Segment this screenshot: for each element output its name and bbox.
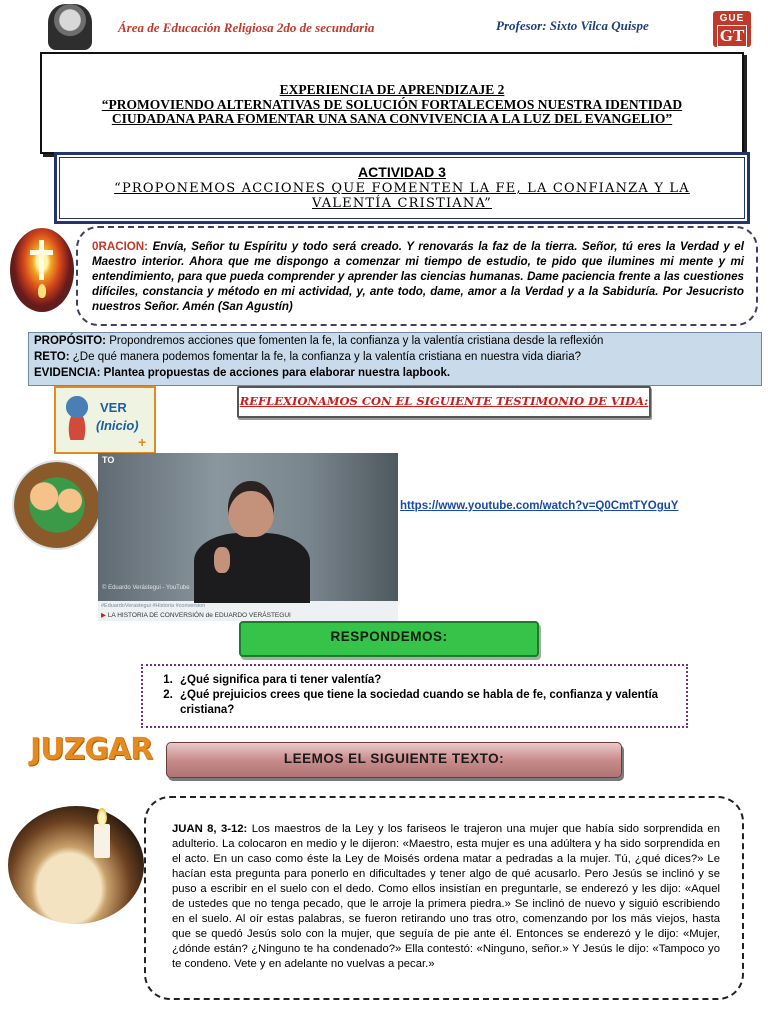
evidence-text: Plantea propuestas de acciones para elaborar nuestra lapbook. (103, 367, 451, 379)
video-caption (101, 611, 291, 619)
challenge-text: ¿De qué manera podemos fomentar la fe, la confianza y la valentía cristiana en nuestra vida diaria? (72, 351, 581, 363)
respondemos-label: RESPONDEMOS: (330, 629, 448, 644)
reading-box (144, 796, 744, 1000)
activity-name: “PROPONEMOS ACCIONES QUE FOMENTEN LA FE, LA CONFIANZA Y LA VALENTÍA CRISTIANA” (114, 181, 690, 211)
video-caption-text: LA HISTORIA DE CONVERSIÓN de EDUARDO VERÁSTEGUI (107, 612, 291, 619)
child-illustration (62, 396, 92, 440)
reading-reference: JUAN 8, 3-12: (172, 823, 248, 835)
flag-icon: ▶ (101, 612, 106, 619)
video-copyright: © Eduardo Verástegui - YouTube (102, 585, 190, 591)
plus-icon: + (138, 434, 147, 450)
experience-label: EXPERIENCIA DE APRENDIZAJE 2 (279, 82, 505, 97)
course-area: Área de Educación Religiosa 2do de secundaria (118, 20, 375, 35)
reflexion-heading: REFLEXIONAMOS CON EL SIGUIENTE TESTIMONIO DE VIDA: (239, 394, 649, 408)
cross-bar-shape (30, 250, 53, 255)
founder-portrait (48, 4, 92, 50)
reading-body: Los maestros de la Ley y los fariseos le trajeron una mujer que había sido sorprendida en adulterio. La colocaron en medio y le dijeron: «Maestro, esta mujer es una adúltera y ha sido sorprendida en el acto. En un caso como éste la Ley de Moisés ordena matar a pedradas a la mujer. Tú, ¿qué dices?» Le hacían esta pregunta para ponerlo en dificultades y tener algo de qué acusarlo. Pero Jesús se inclinó y se puso a escribir en el suelo con el dedo. Como ellos insistían en preguntarle, se enderezó y les dijo: «Aquel de ustedes que no tenga pecado, que le arroje la primera piedra.» Se inclinó de nuevo y siguió escribiendo en el suelo. Al oír estas palabras, se fueron retirando uno tras otro, comenzando por los más viejos, hasta que se quedó Jesús solo con la mujer, que seguía de pie ante él. Entonces se enderezó y le dijo: «Mujer, ¿dónde están? ¿Ninguno te ha condenado?» Ella contestó: «Ninguno, señor.» Y Jesús le dijo: «Tampoco yo te condeno. Vete y en adelante no vuelvas a pecar.» (172, 823, 720, 970)
school-logo (713, 11, 751, 47)
ver-label: VER (100, 400, 127, 415)
prayer-text (92, 239, 744, 314)
questions-box (141, 664, 688, 728)
teacher-name: Profesor: Sixto Vilca Quispe (496, 18, 649, 33)
purpose-label: PROPÓSITO: (34, 335, 106, 347)
activity-label: ACTIVIDAD 3 (358, 164, 446, 180)
bible-candle-image (8, 806, 144, 924)
leemos-banner (166, 742, 622, 778)
cross-candle-image (10, 228, 74, 312)
logo-top-text: GUE (719, 13, 745, 24)
evidence-label: EVIDENCIA: (34, 367, 101, 379)
speaker-hand (214, 547, 230, 573)
question-item: 2. ¿Qué prejuicios crees que tiene la sociedad cuando se habla de fe, confianza y valentía cristiana? (176, 688, 676, 718)
flame-shape (38, 284, 46, 298)
reflexion-heading-box (237, 386, 651, 418)
questions-list (143, 673, 676, 718)
purpose-row (29, 333, 761, 349)
experience-title: “PROMOVIENDO ALTERNATIVAS DE SOLUCIÓN FORTALECEMOS NUESTRA IDENTIDAD CIUDADANA PARA FOMENTAR UNA SANA CONVIVENCIA A LA LUZ DEL EVANGELIO” (101, 97, 683, 126)
children-illustration (12, 460, 102, 550)
challenge-row (29, 349, 761, 365)
candle-flame-shape (97, 808, 107, 826)
ver-inicio-badge (54, 386, 156, 454)
youtube-link[interactable]: https://www.youtube.com/watch?v=Q0CmtTYOguY (400, 500, 679, 512)
experience-title-box (40, 52, 744, 154)
purpose-panel (28, 332, 762, 386)
prayer-body: Envía, Señor tu Espíritu y todo será creado. Y renovarás la faz de la tierra. Señor, tú eres la Verdad y el Maestro interior. Ahora que me dispongo a comenzar mi tiempo de estudio, te pido que ilumines mi mente y mi entendimiento, para que pueda comprender y aprender las ciencias humanas. Dame paciencia frente a las cuestiones difíciles, constancia y método en mi actividad, y, ante todo, dame, amor a la Verdad y a la Sabiduría. Por Jesucristo nuestros Señor. Amén (San Agustín) (92, 240, 744, 313)
activity-box (54, 152, 750, 224)
challenge-label: RETO: (34, 351, 70, 363)
speaker-body (194, 533, 310, 603)
channel-badge: TO (102, 455, 115, 465)
leemos-label: LEEMOS EL SIGUIENTE TEXTO: (283, 751, 505, 766)
respondemos-banner (239, 621, 539, 657)
speaker-head (228, 481, 274, 537)
prayer-label: 0RACION: (92, 240, 149, 253)
video-hashtags: #EduardoVerastegui #Historia #conversion (101, 603, 206, 609)
cross-shape (39, 240, 44, 280)
purpose-text: Propondremos acciones que fomenten la fe, la confianza y la valentía cristiana desde la reflexión (109, 335, 604, 347)
speaker-figure (194, 481, 310, 601)
inicio-label: (Inicio) (96, 418, 139, 433)
logo-mark-text: GT (717, 25, 747, 47)
evidence-row (29, 365, 761, 381)
reading-text (172, 822, 720, 972)
video-thumbnail[interactable] (98, 453, 398, 621)
juzgar-heading: JUZGAR (30, 732, 153, 767)
question-item: 1. ¿Qué significa para ti tener valentía? (176, 673, 676, 688)
candle-shape (94, 824, 110, 858)
prayer-box (76, 226, 758, 326)
